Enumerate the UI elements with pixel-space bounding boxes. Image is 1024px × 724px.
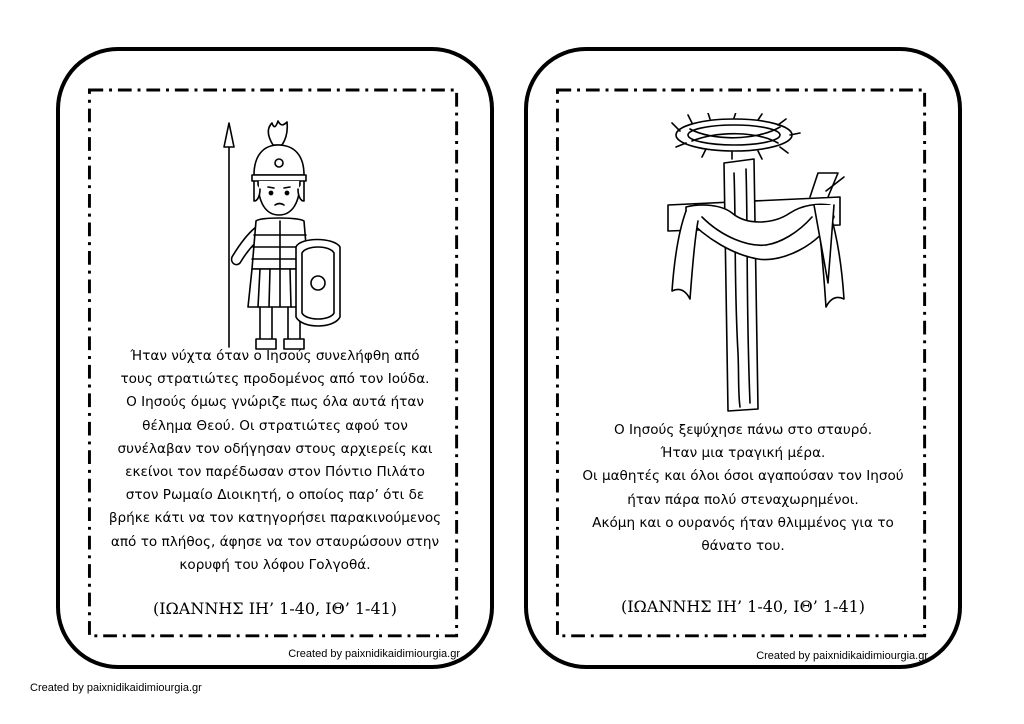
right-story-card [524,47,962,669]
story-line: συνέλαβαν τον οδήγησαν στους αρχιερείς και [117,440,433,457]
story-line: κορυφή του λόφου Γολγοθά. [179,556,371,573]
story-line: Οι μαθητές και όλοι όσοι αγαπούσαν τον Ιησού [582,468,904,485]
roman-soldier-icon [216,117,346,357]
story-line: Ο Ιησούς όμως γνώριζε πως όλα αυτά ήταν [126,394,424,411]
card-credit: Created by paixnidikaidimiourgia.gr [756,650,928,662]
story-line: από το πλήθος, άφησε να τον σταυρώσουν στην [110,533,440,550]
story-line: Ο Ιησούς ξεψύχησε πάνω στο σταυρό. [613,422,873,438]
story-line: στον Ρωμαίο Διοικητή, ο οποίος παρ’ ότι δε [125,487,425,504]
story-line: Ήταν μια τραγική μέρα. [660,445,826,462]
right-story-text [558,419,928,558]
story-line: Ακόμη και ο ουρανός ήταν θλιμμένος για το [592,514,894,531]
left-story-text [90,345,460,577]
scripture-reference: (ΙΩΑΝΝΗΣ ΙΗ’ 1-40, ΙΘ’ 1-41) [152,599,398,618]
left-story-card [56,47,494,669]
story-line: εκείνοι τον παρέδωσαν στον Πόντιο Πιλάτο [125,464,425,481]
story-line: τους στρατιώτες προδομένος από τον Ιούδα. [120,371,430,388]
page-credit: Created by paixnidikaidimiourgia.gr [30,682,202,694]
story-line: Ήταν νύχτα όταν ο Ιησούς συνελήφθη από [130,348,420,364]
cross-with-crown-of-thorns-icon [662,113,852,413]
story-line: θέλημα Θεού. Οι στρατιώτες αφού τον [142,417,408,434]
card-credit: Created by paixnidikaidimiourgia.gr [288,648,460,660]
story-line: ήταν πάρα πολύ στεναχωρημένοι. [627,491,859,508]
story-line: θάνατο του. [701,538,785,555]
scripture-reference: (ΙΩΑΝΝΗΣ ΙΗ’ 1-40, ΙΘ’ 1-41) [620,597,866,616]
story-line: βρήκε κάτι να τον κατηγορήσει παρακινούμενος [108,510,442,527]
